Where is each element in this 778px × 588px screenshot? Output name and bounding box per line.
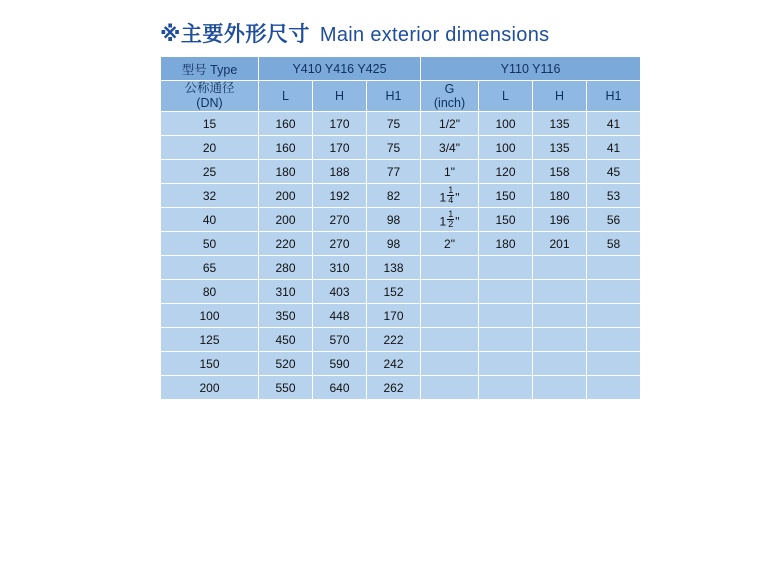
cell-l2: 150 bbox=[479, 208, 533, 232]
cell-h11: 77 bbox=[367, 160, 421, 184]
cell-g: 3/4" bbox=[421, 136, 479, 160]
cell-h2: 158 bbox=[533, 160, 587, 184]
cell-h12 bbox=[587, 376, 641, 400]
cell-h11: 152 bbox=[367, 280, 421, 304]
header-g-line2: (inch) bbox=[433, 96, 466, 110]
cell-h1: 640 bbox=[313, 376, 367, 400]
cell-h11: 262 bbox=[367, 376, 421, 400]
header-h1-group1: H1 bbox=[367, 81, 421, 112]
cell-l2: 180 bbox=[479, 232, 533, 256]
cell-dn: 25 bbox=[161, 160, 259, 184]
cell-dn: 65 bbox=[161, 256, 259, 280]
cell-h12: 45 bbox=[587, 160, 641, 184]
cell-l2: 120 bbox=[479, 160, 533, 184]
cell-dn: 20 bbox=[161, 136, 259, 160]
header-g-line1: G bbox=[444, 82, 455, 96]
cell-g-denominator: 4 bbox=[448, 195, 454, 205]
cell-h2 bbox=[533, 352, 587, 376]
cell-g-fraction bbox=[447, 186, 454, 205]
page-title bbox=[160, 18, 549, 48]
cell-g-fraction bbox=[447, 210, 454, 229]
cell-dn: 32 bbox=[161, 184, 259, 208]
cell-h2 bbox=[533, 304, 587, 328]
cell-g-whole: 1 bbox=[439, 214, 447, 229]
cell-g bbox=[421, 328, 479, 352]
cell-h2: 135 bbox=[533, 112, 587, 136]
cell-h12: 56 bbox=[587, 208, 641, 232]
cell-h11: 222 bbox=[367, 328, 421, 352]
cell-h1: 192 bbox=[313, 184, 367, 208]
cell-l1: 220 bbox=[259, 232, 313, 256]
table-row bbox=[161, 112, 641, 136]
cell-h2 bbox=[533, 328, 587, 352]
cell-h1: 310 bbox=[313, 256, 367, 280]
cell-h2: 135 bbox=[533, 136, 587, 160]
table-row bbox=[161, 376, 641, 400]
cell-h12 bbox=[587, 328, 641, 352]
cell-h1: 448 bbox=[313, 304, 367, 328]
cell-l2 bbox=[479, 352, 533, 376]
table-row bbox=[161, 136, 641, 160]
cell-dn: 200 bbox=[161, 376, 259, 400]
table-row bbox=[161, 184, 641, 208]
header-group-y110: Y110 Y116 bbox=[421, 57, 641, 81]
cell-g bbox=[421, 208, 479, 232]
cell-g bbox=[421, 184, 479, 208]
cell-g-numerator: 1 bbox=[448, 209, 454, 219]
cell-l2: 150 bbox=[479, 184, 533, 208]
header-model-type: 型号 Type bbox=[161, 57, 259, 81]
table-header-sub-row bbox=[161, 81, 641, 112]
cell-h1: 590 bbox=[313, 352, 367, 376]
cell-g bbox=[421, 280, 479, 304]
header-h-group1: H bbox=[313, 81, 367, 112]
header-group-y410: Y410 Y416 Y425 bbox=[259, 57, 421, 81]
cell-h12: 58 bbox=[587, 232, 641, 256]
cell-h12: 41 bbox=[587, 112, 641, 136]
cell-h2: 201 bbox=[533, 232, 587, 256]
cell-dn: 80 bbox=[161, 280, 259, 304]
cell-h11: 98 bbox=[367, 208, 421, 232]
cell-l1: 160 bbox=[259, 136, 313, 160]
cell-l1: 550 bbox=[259, 376, 313, 400]
cell-h11: 242 bbox=[367, 352, 421, 376]
cell-dn: 150 bbox=[161, 352, 259, 376]
cell-g: 1" bbox=[421, 160, 479, 184]
cell-l1: 180 bbox=[259, 160, 313, 184]
header-dn-line1: 公称通径 bbox=[184, 81, 235, 95]
table-row bbox=[161, 208, 641, 232]
cell-h11: 98 bbox=[367, 232, 421, 256]
cell-h11: 138 bbox=[367, 256, 421, 280]
header-h-group2: H bbox=[533, 81, 587, 112]
cell-h12 bbox=[587, 256, 641, 280]
cell-dn: 15 bbox=[161, 112, 259, 136]
cell-g bbox=[421, 256, 479, 280]
header-dn-line2: (DN) bbox=[196, 96, 223, 110]
cell-dn: 100 bbox=[161, 304, 259, 328]
cell-l2 bbox=[479, 304, 533, 328]
cell-g: 1/2" bbox=[421, 112, 479, 136]
cell-g bbox=[421, 304, 479, 328]
cell-dn: 40 bbox=[161, 208, 259, 232]
table-row bbox=[161, 232, 641, 256]
table-row bbox=[161, 352, 641, 376]
cell-l1: 350 bbox=[259, 304, 313, 328]
cell-h1: 570 bbox=[313, 328, 367, 352]
cell-h12 bbox=[587, 304, 641, 328]
cell-g-unit: " bbox=[455, 190, 460, 205]
cell-l1: 450 bbox=[259, 328, 313, 352]
dimensions-table bbox=[160, 56, 641, 400]
cell-h12: 53 bbox=[587, 184, 641, 208]
cell-h1: 270 bbox=[313, 232, 367, 256]
cell-h1: 170 bbox=[313, 112, 367, 136]
header-l-group1: L bbox=[259, 81, 313, 112]
table-row bbox=[161, 280, 641, 304]
cell-h12 bbox=[587, 280, 641, 304]
cell-h11: 75 bbox=[367, 136, 421, 160]
cell-g-whole: 1 bbox=[439, 190, 447, 205]
cell-g-numerator: 1 bbox=[448, 185, 454, 195]
cell-h1: 270 bbox=[313, 208, 367, 232]
header-l-group2: L bbox=[479, 81, 533, 112]
page-title-chinese: ※主要外形尺寸 bbox=[160, 22, 310, 46]
cell-h11: 82 bbox=[367, 184, 421, 208]
header-nominal-diameter bbox=[161, 81, 259, 112]
cell-l2 bbox=[479, 328, 533, 352]
cell-l2: 100 bbox=[479, 136, 533, 160]
header-g-inch bbox=[421, 81, 479, 112]
table-row bbox=[161, 256, 641, 280]
cell-l2 bbox=[479, 256, 533, 280]
cell-h1: 170 bbox=[313, 136, 367, 160]
cell-h1: 403 bbox=[313, 280, 367, 304]
cell-h12 bbox=[587, 352, 641, 376]
cell-dn: 125 bbox=[161, 328, 259, 352]
cell-dn: 50 bbox=[161, 232, 259, 256]
cell-l2 bbox=[479, 376, 533, 400]
cell-l1: 160 bbox=[259, 112, 313, 136]
cell-h11: 75 bbox=[367, 112, 421, 136]
cell-g-denominator: 2 bbox=[448, 219, 454, 229]
cell-l1: 280 bbox=[259, 256, 313, 280]
cell-l1: 200 bbox=[259, 208, 313, 232]
table-header-top-row bbox=[161, 57, 641, 81]
table-row bbox=[161, 160, 641, 184]
cell-h12: 41 bbox=[587, 136, 641, 160]
cell-l2: 100 bbox=[479, 112, 533, 136]
cell-l1: 520 bbox=[259, 352, 313, 376]
cell-h1: 188 bbox=[313, 160, 367, 184]
cell-h2 bbox=[533, 280, 587, 304]
cell-l1: 310 bbox=[259, 280, 313, 304]
header-h1-group2: H1 bbox=[587, 81, 641, 112]
cell-h11: 170 bbox=[367, 304, 421, 328]
table-row bbox=[161, 304, 641, 328]
cell-h2 bbox=[533, 256, 587, 280]
cell-h2 bbox=[533, 376, 587, 400]
cell-g-unit: " bbox=[455, 214, 460, 229]
cell-l1: 200 bbox=[259, 184, 313, 208]
table-row bbox=[161, 328, 641, 352]
cell-h2: 180 bbox=[533, 184, 587, 208]
page-title-english: Main exterior dimensions bbox=[319, 24, 550, 46]
cell-g bbox=[421, 352, 479, 376]
cell-h2: 196 bbox=[533, 208, 587, 232]
cell-l2 bbox=[479, 280, 533, 304]
cell-g: 2" bbox=[421, 232, 479, 256]
cell-g bbox=[421, 376, 479, 400]
